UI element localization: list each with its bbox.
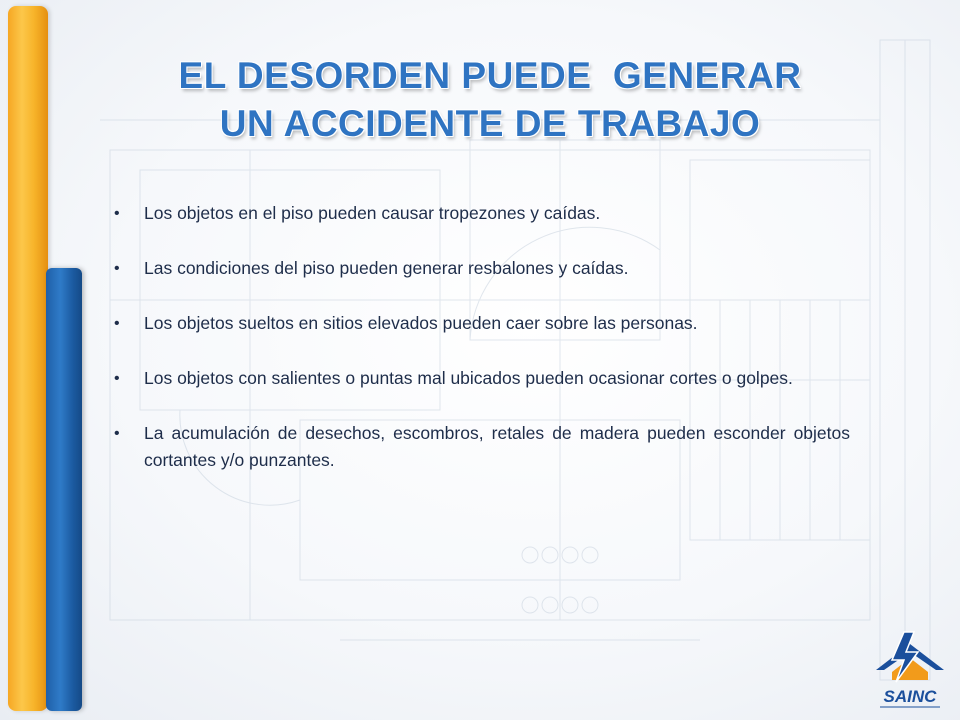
bullet-text: Los objetos con salientes o puntas mal ubicados pueden ocasionar cortes o golpes. bbox=[144, 368, 793, 388]
bullet-item bbox=[112, 310, 850, 337]
bullet-item bbox=[112, 365, 850, 392]
bullet-text: Los objetos sueltos en sitios elevados pueden caer sobre las personas. bbox=[144, 313, 698, 333]
bullet-icon: • bbox=[114, 205, 120, 222]
logo-text: SAINC bbox=[883, 687, 937, 706]
bullet-text: La acumulación de desechos, escombros, retales de madera pueden esconder objetos cortantes y/o punzantes. bbox=[144, 423, 850, 470]
bullet-item bbox=[112, 420, 850, 474]
bullet-icon: • bbox=[114, 370, 120, 387]
bullet-item bbox=[112, 200, 850, 227]
blue-side-bar bbox=[46, 268, 82, 711]
bullet-icon: • bbox=[114, 315, 120, 332]
bullet-list bbox=[112, 200, 850, 502]
bullet-text: Los objetos en el piso pueden causar tropezones y caídas. bbox=[144, 203, 601, 223]
bullet-icon: • bbox=[114, 425, 120, 442]
slide-title bbox=[100, 52, 880, 148]
bullet-item bbox=[112, 255, 850, 282]
title-line-2: UN ACCIDENTE DE TRABAJO bbox=[219, 103, 761, 144]
bullet-text: Las condiciones del piso pueden generar resbalones y caídas. bbox=[144, 258, 629, 278]
title-line-1: EL DESORDEN PUEDE GENERAR bbox=[178, 55, 802, 96]
orange-side-bar bbox=[8, 6, 48, 711]
bullet-icon: • bbox=[114, 260, 120, 277]
sainc-logo bbox=[870, 630, 950, 710]
